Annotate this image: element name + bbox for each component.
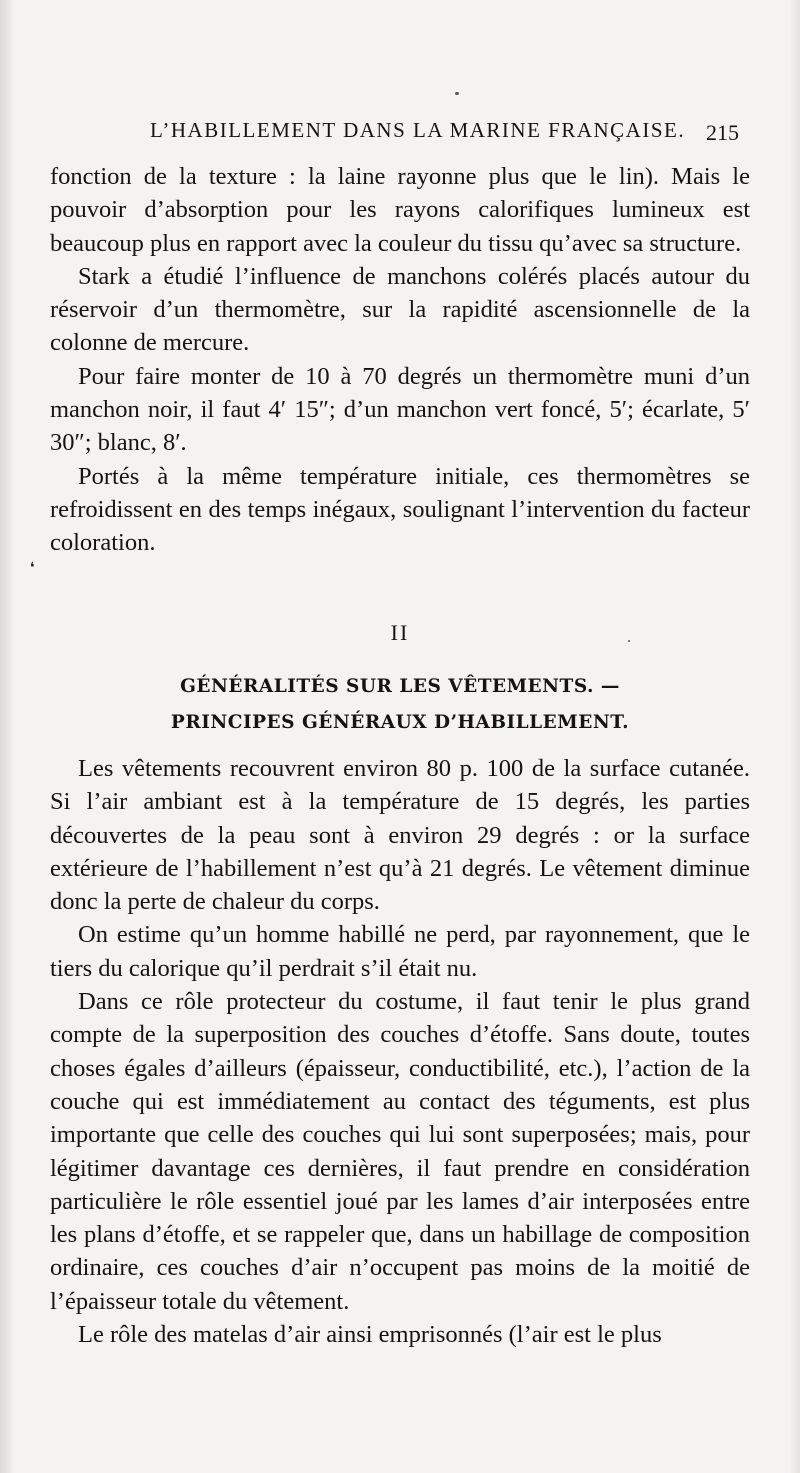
section-title-line-2: PRINCIPES GÉNÉRAUX D’HABILLEMENT. — [170, 712, 630, 733]
paragraph: Dans ce rôle protecteur du costume, il faut tenir le plus grand compte de la superposition des couches d’étoffe. Sans doute, toutes choses égales d’ailleurs (épaisseur, conductibilité, etc.), l’action de la couche qui est immédiatement au contact des téguments, est plus importante que celle des couches qui lui sont superposées; mais, pour légitimer davantage ces dernières, il faut prendre en considération particulière le rôle essentiel joué par les lames d’air interposées entre les plans d’étoffe, et se rappeler que, dans un habillage de composition ordinaire, ces couches d’air n’occupent pas moins de la moitié de l’épaisseur totale du vêtement. — [50, 988, 750, 1315]
paragraph: Portés à la même température initiale, ces thermomètres se refroidissent en des temps inégaux, soulignant l’intervention du facteur coloration. — [50, 462, 750, 557]
section-title-line-1: GÉNÉRALITÉS SUR LES VÊTEMENTS. — — [180, 676, 620, 697]
page-edge-shadow — [0, 0, 14, 1473]
paragraph: On estime qu’un homme habillé ne perd, par rayonnement, que le tiers du calorique qu’il perdrait s’il était nu. — [50, 921, 750, 982]
paragraph: Stark a étudié l’influence de manchons colérés placés autour du réservoir d’un thermomètre, sur la rapidité ascensionnelle de la colonne de mercure. — [50, 262, 750, 357]
paragraph: Le rôle des matelas d’air ainsi emprisonnés (l’air est le plus — [78, 1321, 662, 1349]
body-text-bottom — [50, 752, 750, 1351]
page-edge-shadow — [790, 0, 800, 1473]
page-number: 215 — [706, 120, 739, 145]
margin-mark: ❛ — [30, 560, 35, 576]
print-speck — [455, 92, 459, 95]
section-number: II — [390, 620, 410, 645]
print-speck — [628, 640, 630, 642]
running-head: L’HABILLEMENT DANS LA MARINE FRANÇAISE. — [150, 118, 686, 142]
paragraph: Pour faire monter de 10 à 70 degrés un thermomètre muni d’un manchon noir, il faut 4′ 15″; d’un manchon vert foncé, 5′; écarlate, 5′ 30″; blanc, 8′. — [50, 362, 750, 457]
paragraph: Les vêtements recouvrent environ 80 p. 100 de la surface cutanée. Si l’air ambiant est à la température de 15 degrés, les parties découvertes de la peau sont à environ 29 degrés : or la surface extérieure de l’habillement n’est qu’à 21 degrés. Le vêtement diminue donc la perte de chaleur du corps. — [50, 755, 750, 916]
body-text-top — [50, 160, 750, 560]
paragraph: fonction de la texture : la laine rayonne plus que le lin). Mais le pouvoir d’absorption pour les rayons calorifiques lumineux est beaucoup plus en rapport avec la couleur du tissu qu’avec sa structure. — [50, 163, 750, 257]
